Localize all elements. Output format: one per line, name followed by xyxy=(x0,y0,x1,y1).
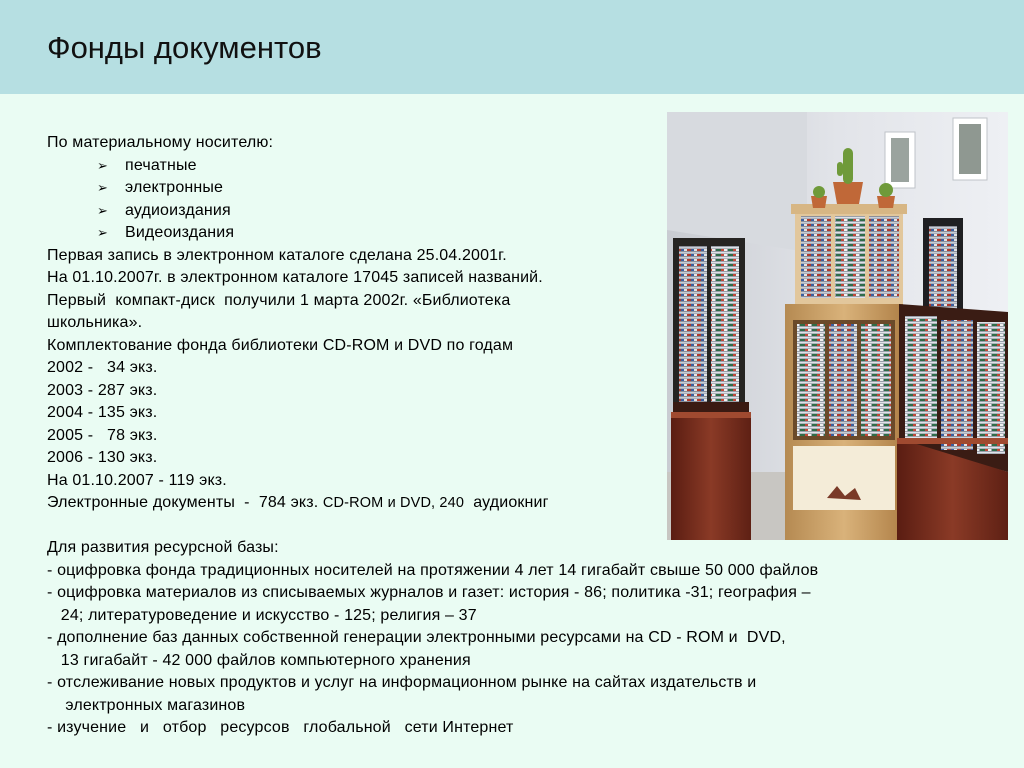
year-count-line: 2006 - 130 экз. xyxy=(47,449,158,466)
year-count-line: 2005 - 78 экз. xyxy=(47,426,158,444)
arrow-bullet-icon: ➢ xyxy=(97,225,109,240)
text-line: школьника». xyxy=(47,314,143,331)
text-line: - изучение и отбор ресурсов глобальной сети Интернет xyxy=(47,719,514,736)
text-line: 24; литературоведение и искусство - 125; религия – 37 xyxy=(47,606,477,624)
header-bar xyxy=(0,0,1024,94)
list-item: ➢ электронные xyxy=(47,177,987,200)
text-line: - дополнение баз данных собственной генерации электронными ресурсами на CD - ROM и DVD, xyxy=(47,629,786,646)
list-item: ➢ аудиоиздания xyxy=(47,200,987,223)
carrier-heading: По материальному носителю: xyxy=(47,134,274,151)
text-line: - отслеживание новых продуктов и услуг на информационном рынке на сайтах издательств и xyxy=(47,674,757,691)
year-count-line: 2003 - 287 экз. xyxy=(47,381,158,399)
cd-rack-photo xyxy=(667,112,1008,540)
text-line: Первая запись в электронном каталоге сделана 25.04.2001г. xyxy=(47,246,507,264)
text-line: - оцифровка фонда традиционных носителей на протяжении 4 лет 14 гигабайт свыше 50 000 файлов xyxy=(47,561,819,579)
list-item: ➢ Видеоиздания xyxy=(47,222,987,245)
text-line: Первый компакт-диск получили 1 марта 2002г. «Библиотека xyxy=(47,291,511,309)
arrow-bullet-icon: ➢ xyxy=(97,180,109,195)
page-title: Фонды документов xyxy=(47,30,322,65)
year-count-line: 2004 - 135 экз. xyxy=(47,404,158,421)
resource-heading: Для развития ресурсной базы: xyxy=(47,539,279,556)
text-line: На 01.10.2007г. в электронном каталоге 17045 записей названий. xyxy=(47,269,543,286)
text-line: электронных магазинов xyxy=(47,696,246,714)
year-count-line: 2002 - 34 экз. xyxy=(47,359,158,376)
cd-rack-illustration xyxy=(667,112,1008,540)
text-line: Комплектование фонда библиотеки CD-ROM и DVD по годам xyxy=(47,336,514,354)
list-item: ➢ печатные xyxy=(47,155,987,178)
text-line: - оцифровка материалов из списываемых журналов и газет: история - 86; политика -31; география – xyxy=(47,584,811,601)
year-count-line: На 01.10.2007 - 119 экз. xyxy=(47,471,227,489)
arrow-bullet-icon: ➢ xyxy=(97,157,109,173)
text-line: 13 гигабайт - 42 000 файлов компьютерного хранения xyxy=(47,651,471,669)
electronic-docs-line: Электронные документы - 784 экз. CD-ROM и DVD, 240 аудиокниг xyxy=(47,494,549,511)
arrow-bullet-icon: ➢ xyxy=(97,202,109,218)
